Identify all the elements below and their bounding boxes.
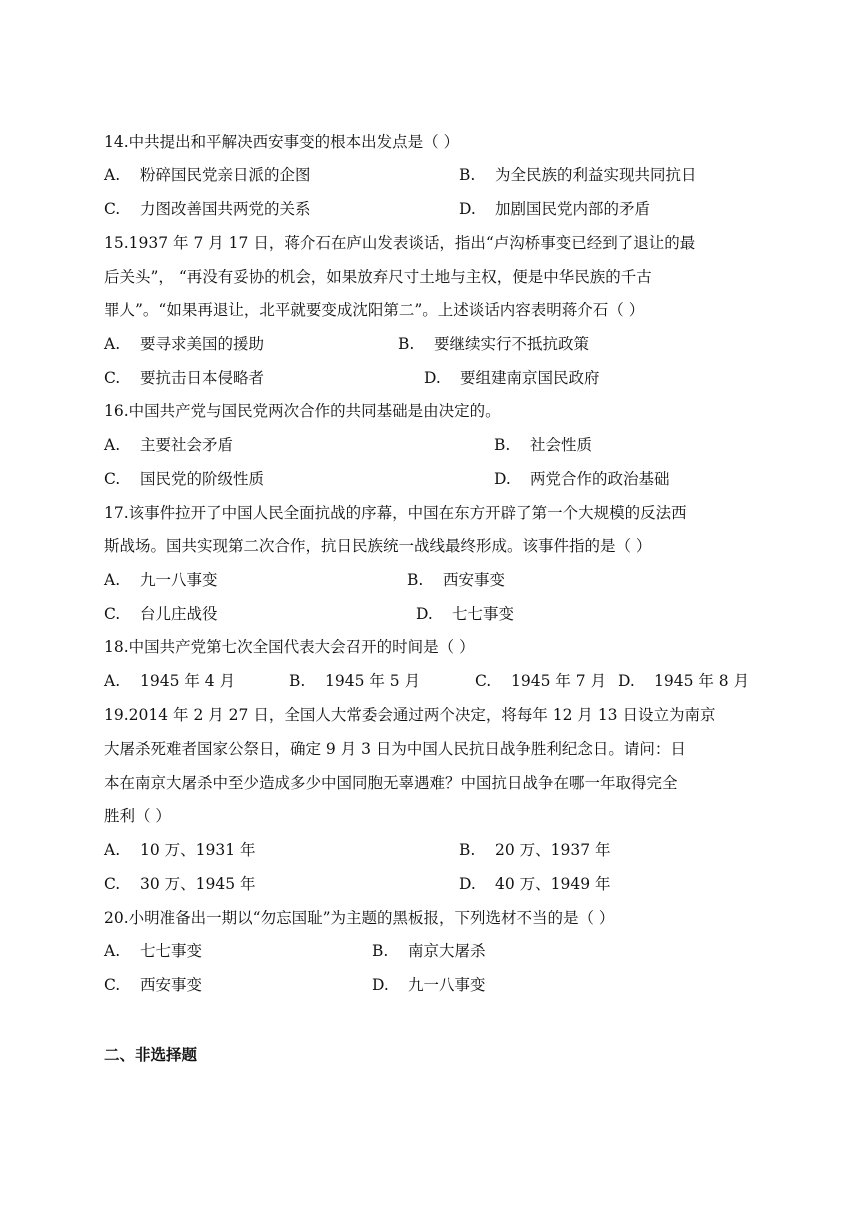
option-b: B. 南京大屠杀: [372, 942, 486, 960]
question-14-stem: 14.中共提出和平解决西安事变的根本出发点是（ ）: [104, 133, 460, 151]
option-c: C. 国民党的阶级性质: [104, 470, 265, 488]
option-a: A. 要寻求美国的援助: [104, 335, 265, 353]
option-a: A. 1945 年 4 月: [104, 672, 236, 690]
option-a: A. 主要社会矛盾: [104, 436, 234, 454]
option-c: C. 台儿庄战役: [104, 605, 218, 623]
question-17-stem: 斯战场。国共实现第二次合作，抗日民族统一战线最终形成。该事件指的是（ ）: [104, 537, 652, 555]
question-15-stem: 15.1937 年 7 月 17 日，蒋介石在庐山发表谈话，指出“卢沟桥事变已经到了退让的最: [104, 234, 696, 252]
option-c: C. 力图改善国共两党的关系: [104, 200, 311, 218]
option-b: B. 为全民族的利益实现共同抗日: [459, 166, 697, 184]
option-a: A. 10 万、1931 年: [104, 841, 256, 859]
option-c: C. 西安事变: [104, 976, 203, 994]
option-c: C. 1945 年 7 月: [475, 672, 607, 690]
option-d: D. 40 万、1949 年: [459, 875, 611, 893]
option-c: C. 要抗击日本侵略者: [104, 369, 265, 387]
option-d: D. 两党合作的政治基础: [494, 470, 670, 488]
option-b: B. 1945 年 5 月: [289, 672, 421, 690]
option-d: D. 1945 年 8 月: [618, 672, 750, 690]
option-d: D. 要组建南京国民政府: [424, 369, 600, 387]
option-b: B. 社会性质: [494, 436, 593, 454]
question-19-stem: 胜利（ ）: [104, 807, 171, 825]
question-17-stem: 17.该事件拉开了中国人民全面抗战的序幕，中国在东方开辟了第一个大规模的反法西: [104, 504, 687, 522]
question-19-stem: 19.2014 年 2 月 27 日，全国人大常委会通过两个决定，将每年 12 月 13 日设立为南京: [104, 706, 716, 724]
option-a: A. 七七事变: [104, 942, 203, 960]
option-b: B. 要继续实行不抵抗政策: [398, 335, 590, 353]
question-19-stem: 本在南京大屠杀中至少造成多少中国同胞无辜遇难？中国抗日战争在哪一年取得完全: [104, 774, 678, 792]
option-b: B. 20 万、1937 年: [459, 841, 611, 859]
option-c: C. 30 万、1945 年: [104, 875, 256, 893]
option-d: D. 七七事变: [416, 605, 515, 623]
question-20-stem: 20.小明准备出一期以“勿忘国耻”为主题的黑板报，下列选材不当的是（ ）: [104, 909, 615, 927]
section-heading: 二、非选择题: [104, 1045, 198, 1064]
option-b: B. 西安事变: [407, 571, 506, 589]
question-18-stem: 18.中国共产党第七次全国代表大会召开的时间是（ ）: [104, 638, 475, 656]
question-15-stem: 后关头”， “再没有妥协的机会，如果放弃尺寸土地与主权，便是中华民族的千古: [104, 268, 652, 286]
question-15-stem: 罪人”。“如果再退让，北平就要变成沈阳第二”。上述谈话内容表明蒋介石（ ）: [104, 301, 645, 319]
question-19-stem: 大屠杀死难者国家公祭日，确定 9 月 3 日为中国人民抗日战争胜利纪念日。请问：日: [104, 740, 686, 758]
option-a: A. 粉碎国民党亲日派的企图: [104, 166, 311, 184]
option-a: A. 九一八事变: [104, 571, 218, 589]
option-d: D. 加剧国民党内部的矛盾: [459, 200, 651, 218]
question-16-stem: 16.中国共产党与国民党两次合作的共同基础是由决定的。: [104, 402, 501, 420]
option-d: D. 九一八事变: [372, 976, 486, 994]
